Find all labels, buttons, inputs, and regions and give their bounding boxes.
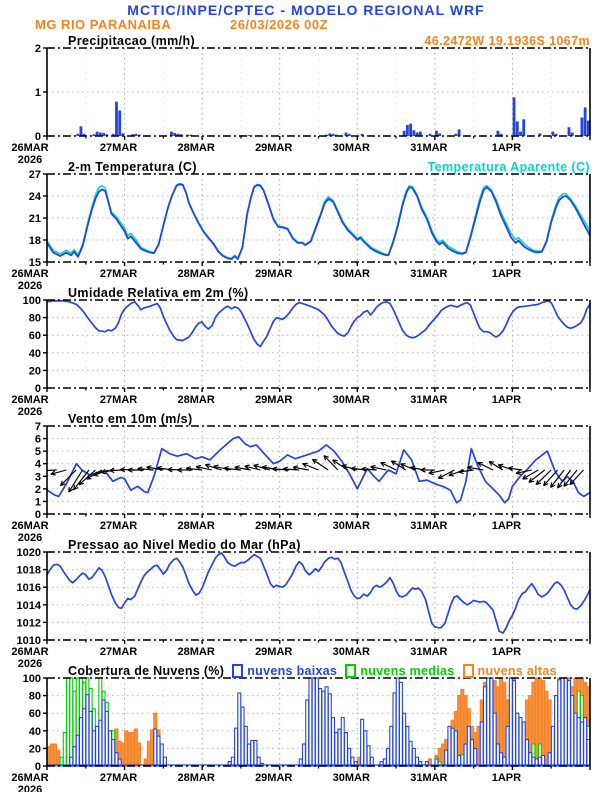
svg-text:24: 24: [28, 191, 41, 203]
temperature-title: 2-m Temperatura (C): [68, 160, 197, 174]
precipitation-chart: [0, 33, 612, 165]
svg-text:2026: 2026: [17, 784, 43, 792]
svg-text:31MAR: 31MAR: [410, 268, 448, 280]
svg-text:4: 4: [34, 458, 41, 471]
panel-wind: [0, 411, 612, 543]
svg-text:100: 100: [22, 295, 41, 307]
svg-text:27MAR: 27MAR: [99, 520, 138, 532]
panel-humidity: [0, 285, 612, 417]
wind-chart: [0, 411, 612, 543]
svg-text:1018: 1018: [16, 564, 41, 577]
pressure-title: Pressao ao Nivel Medio do Mar (hPa): [68, 538, 301, 552]
station-name: MG RIO PARANAIBA: [35, 17, 172, 32]
svg-text:27: 27: [28, 169, 41, 181]
svg-text:30MAR: 30MAR: [332, 142, 370, 154]
svg-text:27MAR: 27MAR: [99, 646, 138, 658]
svg-text:2026: 2026: [17, 406, 43, 417]
svg-text:29MAR: 29MAR: [255, 394, 293, 406]
svg-text:28MAR: 28MAR: [177, 520, 215, 532]
svg-text:28MAR: 28MAR: [177, 646, 215, 658]
svg-text:28MAR: 28MAR: [177, 772, 215, 784]
cloud-cover-chart: [0, 663, 612, 792]
svg-text:28MAR: 28MAR: [177, 268, 215, 280]
svg-text:20: 20: [28, 743, 41, 756]
svg-text:26MAR: 26MAR: [11, 772, 49, 784]
svg-text:29MAR: 29MAR: [255, 268, 293, 280]
svg-text:29MAR: 29MAR: [255, 142, 293, 154]
svg-text:2026: 2026: [17, 532, 43, 543]
svg-text:60: 60: [28, 708, 41, 721]
svg-text:2026: 2026: [17, 280, 43, 291]
humidity-title: Umidade Relativa em 2m (%): [68, 286, 249, 300]
svg-text:30MAR: 30MAR: [332, 520, 370, 532]
svg-text:1020: 1020: [16, 547, 41, 559]
apparent-temperature-title: Temperatura Aparente (C): [427, 160, 590, 174]
cloud-title-row: [68, 664, 557, 678]
svg-text:1014: 1014: [16, 599, 41, 612]
legend-low-clouds: [232, 664, 337, 678]
svg-text:30MAR: 30MAR: [332, 394, 370, 406]
high-clouds-swatch-icon: [463, 664, 474, 678]
svg-text:31MAR: 31MAR: [410, 646, 448, 658]
panel-temperature: [0, 159, 612, 291]
svg-text:2: 2: [34, 483, 41, 496]
high-clouds-label: nuvens altas: [477, 664, 557, 678]
cloud-cover-title: Cobertura de Nuvens (%): [68, 664, 225, 678]
svg-text:0: 0: [34, 509, 41, 521]
header-row: [0, 17, 612, 32]
svg-text:27MAR: 27MAR: [99, 394, 138, 406]
svg-text:1: 1: [34, 496, 41, 509]
svg-text:3: 3: [34, 471, 41, 484]
pressure-chart: [0, 537, 612, 669]
svg-text:0: 0: [34, 131, 41, 143]
svg-text:1APR: 1APR: [491, 268, 522, 280]
panel-cloud-cover: [0, 663, 612, 792]
svg-text:1016: 1016: [16, 582, 41, 595]
panel-pressure: [0, 537, 612, 669]
wind-title: Vento em 10m (m/s): [68, 412, 193, 426]
svg-text:1010: 1010: [16, 635, 41, 647]
svg-text:7: 7: [34, 421, 41, 433]
svg-text:28MAR: 28MAR: [177, 394, 215, 406]
svg-text:27MAR: 27MAR: [99, 142, 138, 154]
legend-high-clouds: [463, 664, 557, 678]
svg-text:30MAR: 30MAR: [332, 268, 370, 280]
svg-text:31MAR: 31MAR: [410, 394, 448, 406]
low-clouds-label: nuvens baixas: [247, 664, 338, 678]
precipitation-title: Precipitacao (mm/h): [68, 34, 196, 48]
svg-text:1APR: 1APR: [491, 646, 522, 658]
mid-clouds-label: nuvens medias: [360, 664, 455, 678]
svg-text:1APR: 1APR: [491, 520, 522, 532]
svg-text:26MAR: 26MAR: [11, 394, 49, 406]
mid-clouds-swatch-icon: [345, 664, 356, 678]
svg-text:29MAR: 29MAR: [255, 646, 293, 658]
svg-text:30MAR: 30MAR: [332, 772, 370, 784]
svg-text:21: 21: [28, 213, 41, 225]
svg-text:40: 40: [28, 347, 41, 360]
svg-text:26MAR: 26MAR: [11, 520, 49, 532]
svg-text:6: 6: [34, 433, 41, 446]
svg-text:29MAR: 29MAR: [255, 772, 293, 784]
svg-text:26MAR: 26MAR: [11, 142, 49, 154]
svg-text:40: 40: [28, 725, 41, 738]
grid-point-location: 46.2472W 19.1936S 1067m: [424, 34, 590, 48]
svg-text:31MAR: 31MAR: [410, 520, 448, 532]
svg-text:2026: 2026: [17, 658, 43, 669]
svg-text:2026: 2026: [17, 154, 43, 165]
temperature-chart: [0, 159, 612, 291]
svg-text:15: 15: [28, 257, 41, 269]
svg-text:31MAR: 31MAR: [410, 142, 448, 154]
svg-text:1APR: 1APR: [491, 394, 522, 406]
svg-text:100: 100: [22, 673, 41, 685]
svg-text:1: 1: [34, 87, 41, 99]
svg-text:27MAR: 27MAR: [99, 772, 138, 784]
svg-text:60: 60: [28, 330, 41, 343]
svg-text:2: 2: [34, 43, 41, 55]
svg-text:18: 18: [28, 235, 41, 247]
svg-text:1012: 1012: [16, 617, 41, 630]
svg-text:29MAR: 29MAR: [255, 520, 293, 532]
humidity-chart: [0, 285, 612, 417]
svg-text:0: 0: [34, 383, 41, 395]
model-title: MCTIC/INPE/CPTEC - MODELO REGIONAL WRF: [127, 2, 485, 18]
svg-text:26MAR: 26MAR: [11, 268, 49, 280]
panel-precipitation: [0, 33, 612, 165]
svg-text:27MAR: 27MAR: [99, 268, 138, 280]
svg-text:1APR: 1APR: [491, 142, 522, 154]
legend-mid-clouds: [345, 664, 454, 678]
svg-text:28MAR: 28MAR: [177, 142, 215, 154]
svg-text:26MAR: 26MAR: [11, 646, 49, 658]
low-clouds-swatch-icon: [232, 664, 243, 678]
run-datetime: 26/03/2026 00Z: [230, 17, 329, 32]
svg-text:30MAR: 30MAR: [332, 646, 370, 658]
svg-text:31MAR: 31MAR: [410, 772, 448, 784]
svg-text:20: 20: [28, 365, 41, 378]
svg-text:1APR: 1APR: [491, 772, 522, 784]
svg-text:80: 80: [28, 312, 41, 325]
svg-text:0: 0: [34, 761, 41, 773]
svg-text:5: 5: [34, 446, 41, 459]
svg-text:80: 80: [28, 690, 41, 703]
